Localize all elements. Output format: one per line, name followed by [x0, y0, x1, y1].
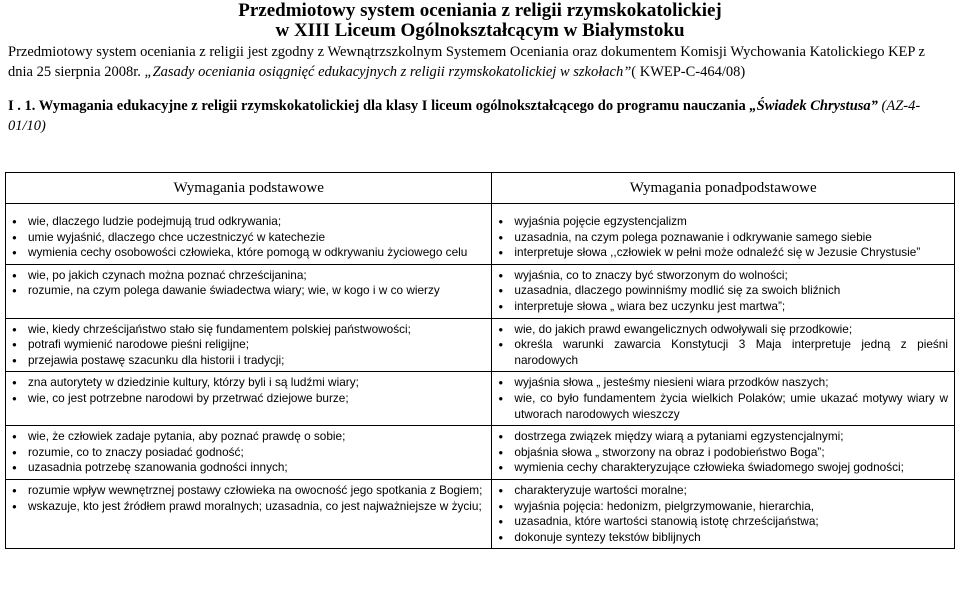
list-item: ● przejawia postawę szacunku dla historii i tradycji;	[6, 353, 485, 369]
list-item: ● interpretuje słowa ,,człowiek w pełni może odnaleźć się w Jezusie Chrystusie”	[492, 245, 948, 261]
requirements-list	[492, 265, 954, 318]
list-item: ● wie, dlaczego ludzie podejmują trud odkrywania;	[6, 214, 485, 230]
list-item: ● wymienia cechy osobowości człowieka, które pomogą w odkrywaniu życiowego celu	[6, 245, 485, 261]
list-item: ● umie wyjaśnić, dlaczego chce uczestniczyć w katechezie	[6, 230, 485, 246]
advanced-requirements-cell	[492, 426, 955, 480]
section-program-code: (AZ-4-01/10)	[8, 98, 921, 134]
basic-requirements-cell	[6, 372, 492, 426]
table-row	[6, 264, 955, 318]
list-item: ● wyjaśnia pojęcia: hedonizm, pielgrzymowanie, hierarchia,	[492, 499, 948, 515]
list-item: ● zna autorytety w dziedzinie kultury, którzy byli i są ludźmi wiary;	[6, 375, 485, 391]
advanced-requirements-cell	[492, 264, 955, 318]
basic-requirements-cell	[6, 264, 492, 318]
intro-paragraph	[0, 41, 960, 82]
list-item: ● objaśnia słowa „ stworzony na obraz i podobieństwo Boga”;	[492, 445, 948, 461]
requirements-list	[6, 265, 491, 302]
document-title-line1: Przedmiotowy system oceniania z religii rzymskokatolickiej	[238, 0, 722, 21]
intro-italic-title: „Zasady oceniania osiągnięć edukacyjnych z religii rzymskokatolickiej w szkołach”	[144, 64, 632, 80]
requirements-list	[6, 319, 491, 372]
list-item: ● wyjaśnia słowa „ jesteśmy niesieni wiara przodków naszych;	[492, 375, 948, 391]
list-item: ● wie, co było fundamentem życia wielkich Polaków; umie ukazać motywy wiary w utworach narodowych wieszczy	[492, 391, 948, 422]
list-item: ● uzasadnia, dlaczego powinniśmy modlić się za swoich bliźnich	[492, 283, 948, 299]
advanced-requirements-cell	[492, 204, 955, 265]
intro-text-1: Przedmiotowy system oceniania z religii jest zgodny z Wewnątrzszkolnym Systemem Oceniania oraz dokumentem Komisji Wychowania Katolickiego KEP z dnia 25 sierpnia 2008r.	[8, 44, 925, 80]
basic-requirements-cell	[6, 479, 492, 548]
list-item: ● wyjaśnia, co to znaczy być stworzonym do wolności;	[492, 268, 948, 284]
table-header-row	[6, 173, 955, 204]
list-item: ● wie, po jakich czynach można poznać chrześcijanina;	[6, 268, 485, 284]
basic-requirements-cell	[6, 318, 492, 372]
advanced-requirements-cell	[492, 479, 955, 548]
table-row	[6, 372, 955, 426]
table-row	[6, 204, 955, 265]
list-item: ● dostrzega związek między wiarą a pytaniami egzystencjalnymi;	[492, 429, 948, 445]
list-item: ● uzasadnia, które wartości stanowią istotę chrześcijaństwa;	[492, 514, 948, 530]
list-item: ● wyjaśnia pojęcie egzystencjalizm	[492, 214, 948, 230]
requirements-list	[6, 480, 491, 517]
basic-requirements-cell	[6, 204, 492, 265]
advanced-requirements-cell	[492, 372, 955, 426]
requirements-list	[492, 204, 954, 264]
list-item: ● potrafi wymienić narodowe pieśni religijne;	[6, 337, 485, 353]
header-basic: Wymagania podstawowe	[6, 173, 492, 204]
list-item: ● wie, kiedy chrześcijaństwo stało się fundamentem polskiej państwowości;	[6, 322, 485, 338]
requirements-list	[492, 319, 954, 372]
list-item: ● wskazuje, kto jest źródłem prawd moralnych; uzasadnia, co jest najważniejsze w życiu;	[6, 499, 485, 515]
list-item: ● rozumie, na czym polega dawanie świadectwa wiary; wie, w kogo i w co wierzy	[6, 283, 485, 299]
basic-requirements-cell	[6, 426, 492, 480]
list-item: ● uzasadnia potrzebę szanowania godności innych;	[6, 460, 485, 476]
section-heading-text: I . 1. Wymagania edukacyjne z religii rzymskokatolickiej dla klasy I liceum ogólnokształcącego do programu nauczania	[8, 98, 750, 114]
list-item: ● wymienia cechy charakteryzujące człowieka świadomego swojej godności;	[492, 460, 948, 476]
list-item: ● rozumie, co to znaczy posiadać godność;	[6, 445, 485, 461]
requirements-list	[6, 426, 491, 479]
document-title-line2: w XIII Liceum Ogólnokształcącym w Białymstoku	[275, 20, 685, 41]
requirements-list	[492, 480, 954, 548]
list-item: ● uzasadnia, na czym polega poznawanie i odkrywanie samego siebie	[492, 230, 948, 246]
table-row	[6, 318, 955, 372]
list-item: ● wie, co jest potrzebne narodowi by przetrwać dziejowe burze;	[6, 391, 485, 407]
list-item: ● wie, że człowiek zadaje pytania, aby poznać prawdę o sobie;	[6, 429, 485, 445]
header-advanced: Wymagania ponadpodstawowe	[492, 173, 955, 204]
requirements-list	[6, 372, 491, 409]
list-item: ● rozumie wpływ wewnętrznej postawy człowieka na owocność jego spotkania z Bogiem;	[6, 483, 485, 499]
list-item: ● określa warunki zawarcia Konstytucji 3 Maja interpretuje jedną z pieśni narodowych	[492, 337, 948, 368]
requirements-body	[6, 204, 955, 549]
list-item: ● wie, do jakich prawd ewangelicznych odwoływali się przodkowie;	[492, 322, 948, 338]
requirements-list	[6, 204, 491, 264]
requirements-list	[492, 426, 954, 479]
requirements-table	[5, 172, 955, 549]
advanced-requirements-cell	[492, 318, 955, 372]
intro-text-2: ( KWEP-C-464/08)	[631, 64, 746, 80]
list-item: ● charakteryzuje wartości moralne;	[492, 483, 948, 499]
table-row	[6, 479, 955, 548]
list-item: ● interpretuje słowa „ wiara bez uczynku jest martwa”;	[492, 299, 948, 315]
section-program-name: „Świadek Chrystusa”	[749, 98, 878, 114]
table-row	[6, 426, 955, 480]
list-item: ● dokonuje syntezy tekstów biblijnych	[492, 530, 948, 546]
requirements-list	[492, 372, 954, 425]
section-heading	[0, 96, 960, 136]
